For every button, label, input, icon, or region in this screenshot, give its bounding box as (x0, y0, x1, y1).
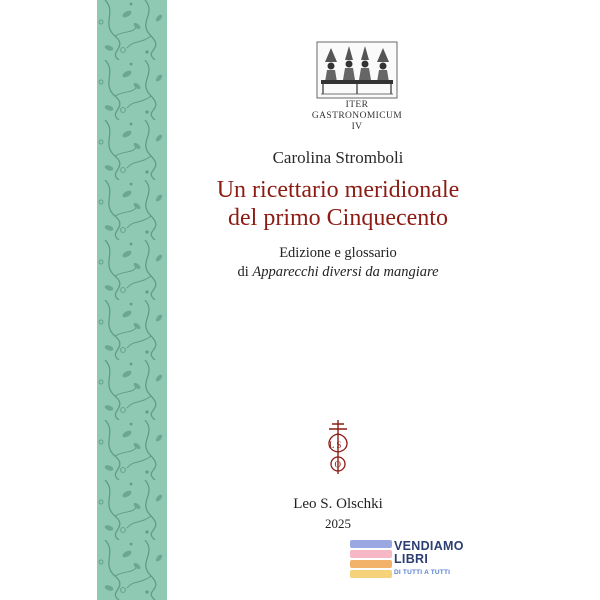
floral-pattern-graphic (97, 0, 167, 600)
badge-text-line1: VENDIAMO (394, 539, 464, 553)
badge-stripe-2 (350, 550, 392, 558)
series-block (297, 40, 417, 133)
subtitle-line2-italic: Apparecchi diversi da mangiare (252, 264, 439, 280)
mark-letter-bottom: O (334, 459, 341, 470)
series-name-line2: GASTRONOMICUM (311, 111, 403, 121)
banquet-woodcut-illustration (315, 40, 399, 100)
publisher-logo-graphic (317, 418, 359, 480)
publisher-mark-icon (317, 418, 359, 484)
book-cover (97, 0, 509, 600)
publisher-name: Leo S. Olschki (293, 496, 383, 512)
series-volume-number: IV (351, 122, 363, 132)
badge-stripe-4 (350, 570, 392, 578)
author-name: Carolina Stromboli (272, 148, 404, 167)
book-title-line2: del primo Cinquecento (228, 205, 448, 231)
subtitle-line1: Edizione e glossario (279, 245, 397, 261)
badge-text-line2: LIBRI (394, 552, 429, 566)
mark-letters-top: L S (329, 440, 342, 450)
series-name-line1: ITER (345, 100, 369, 110)
book-subtitle (167, 244, 509, 282)
vendiamo-libri-badge (350, 539, 464, 584)
book-title (167, 176, 509, 232)
book-title-line1: Un ricettario meridionale (216, 177, 460, 203)
subtitle-line2 (167, 263, 509, 282)
floral-pattern-band (97, 0, 167, 600)
subtitle-line2-prefix: di (237, 264, 253, 280)
badge-stripe-3 (350, 560, 392, 568)
publication-year: 2025 (325, 516, 351, 531)
badge-tagline: DI TUTTI A TUTTI (394, 569, 451, 576)
badge-stripe-1 (350, 540, 392, 548)
